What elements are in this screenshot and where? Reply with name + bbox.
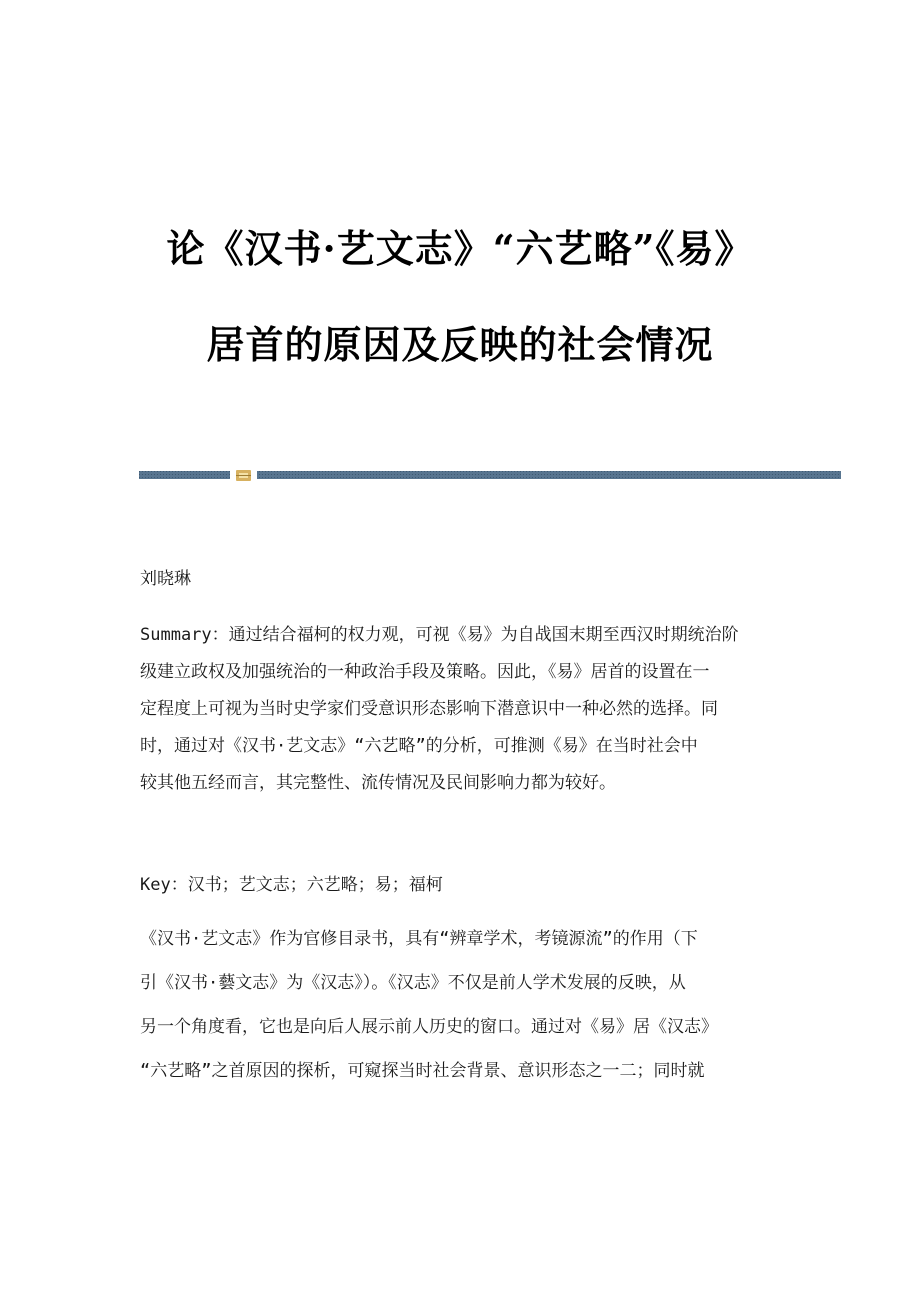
body-paragraph <box>140 928 780 1104</box>
body-line: “六艺略”之首原因的探析，可窥探当时社会背景、意识形态之一二；同时就 <box>140 1061 705 1081</box>
title-line-2: 居首的原因及反映的社会情况 <box>206 322 714 367</box>
summary-line: 定程度上可视为当时史学家们受意识形态影响下潜意识中一种必然的选择。同 <box>140 699 718 719</box>
body-line: 引《汉书·藝文志》为《汉志》）。《汉志》不仅是前人学术发展的反映，从 <box>140 973 686 993</box>
summary-line: 级建立政权及加强统治的一种政治手段及策略。因此，《易》居首的设置在一 <box>140 662 710 682</box>
divider-bar-right <box>257 471 841 479</box>
author-name <box>140 568 780 605</box>
summary-line: 较其他五经而言，其完整性、流传情况及民间影响力都为较好。 <box>140 773 616 793</box>
body-line: 《汉书·艺文志》作为官修目录书，具有“辨章学术，考镜源流”的作用（下 <box>140 929 698 949</box>
title-line-1: 论《汉书·艺文志》“六艺略”《易》 <box>166 226 754 271</box>
author-line: 刘晓琳 <box>140 569 191 589</box>
keywords-line: Key：汉书；艺文志；六艺略；易；福柯 <box>140 875 443 895</box>
summary-paragraph <box>140 624 780 809</box>
body-line: 另一个角度看，它也是向后人展示前人历史的窗口。通过对《易》居《汉志》 <box>140 1017 718 1037</box>
title-divider <box>139 468 841 482</box>
divider-bar-left <box>139 471 230 479</box>
keywords-paragraph <box>140 874 780 911</box>
summary-line: Summary：通过结合福柯的权力观，可视《易》为自战国末期至西汉时期统治阶 <box>140 625 739 645</box>
divider-ornament-icon <box>236 470 251 481</box>
summary-line: 时，通过对《汉书·艺文志》“六艺略”的分析，可推测《易》在当时社会中 <box>140 736 698 756</box>
divider-graphic <box>139 468 841 482</box>
